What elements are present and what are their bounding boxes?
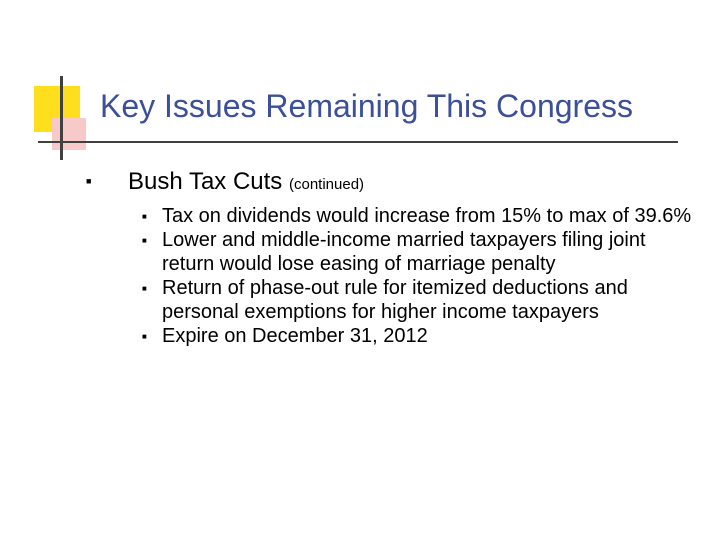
square-bullet-icon: ■ [86,176,92,186]
square-bullet-icon: ■ [142,236,147,245]
list-item-text: Expire on December 31, 2012 [162,325,428,347]
slide-title: Key Issues Remaining This Congress [100,88,633,124]
bullet-heading [128,168,364,196]
square-bullet-icon: ■ [142,332,147,341]
list-item [142,324,702,348]
list-item-text: Return of phase-out rule for itemized deductions and personal exemptions for higher income taxpayers [162,277,628,323]
title-ornament-vertical-rule [60,76,63,160]
title-ornament-pink-square [52,118,86,150]
bullet-heading-note: (continued) [288,176,365,193]
list-item [142,204,702,228]
list-item [142,276,702,324]
bullet-heading-text: Bush Tax Cuts [128,168,283,195]
sub-bullet-list [142,204,702,348]
list-item-text: Tax on dividends would increase from 15% to max of 39.6% [162,205,692,227]
list-item [142,228,702,276]
square-bullet-icon: ■ [142,284,147,293]
list-item-text: Lower and middle-income married taxpayers filing joint return would lose easing of marriage penalty [162,229,646,275]
title-underline-rule [38,141,678,143]
square-bullet-icon: ■ [142,212,147,221]
